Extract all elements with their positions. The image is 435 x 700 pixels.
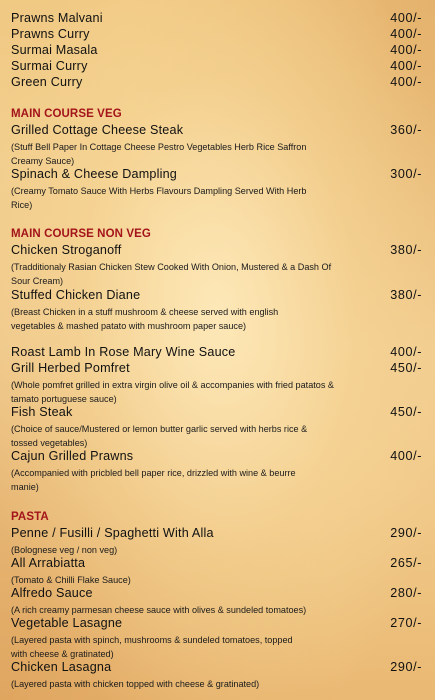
item-name: Vegetable Lasagne bbox=[11, 616, 123, 630]
item-name: All Arrabiatta bbox=[11, 556, 86, 570]
menu-item-vegetable-lasagne bbox=[11, 616, 422, 630]
item-name: Chicken Lasagna bbox=[11, 660, 112, 674]
item-price: 265/- bbox=[390, 556, 422, 570]
item-name: Prawns Malvani bbox=[11, 11, 103, 25]
item-price: 400/- bbox=[390, 11, 422, 25]
item-description: (Layered pasta with chicken topped with cheese & gratinated) bbox=[11, 679, 260, 689]
item-price: 450/- bbox=[390, 361, 422, 375]
item-price: 450/- bbox=[390, 405, 422, 419]
menu-item-all-arrabiatta bbox=[11, 556, 422, 570]
menu-item-penne-fusilli-spaghetti bbox=[11, 526, 422, 540]
item-name: Grill Herbed Pomfret bbox=[11, 361, 130, 375]
item-name: Grilled Cottage Cheese Steak bbox=[11, 123, 184, 137]
menu-item-grill-herbed-pomfret bbox=[11, 361, 422, 375]
item-price: 300/- bbox=[390, 167, 422, 181]
item-name: Cajun Grilled Prawns bbox=[11, 449, 134, 463]
menu-item-alfredo-sauce bbox=[11, 586, 422, 600]
item-price: 280/- bbox=[390, 586, 422, 600]
item-name: Green Curry bbox=[11, 75, 83, 89]
item-price: 380/- bbox=[390, 243, 422, 257]
item-description: (Tradditionaly Rasian Chicken Stew Cooked With Onion, Mustered & a Dash Of Sour Cream) bbox=[11, 262, 332, 286]
item-description: (Tomato & Chilli Flake Sauce) bbox=[11, 575, 131, 585]
item-name: Fish Steak bbox=[11, 405, 73, 419]
item-name: Roast Lamb In Rose Mary Wine Sauce bbox=[11, 345, 236, 359]
item-price: 270/- bbox=[390, 616, 422, 630]
item-price: 380/- bbox=[390, 288, 422, 302]
menu-item-chicken-stroganoff bbox=[11, 243, 422, 257]
item-name: Surmai Masala bbox=[11, 43, 98, 57]
item-description: (Layered pasta with spinch, mushrooms & sundeled tomatoes, topped with cheese & gratinated) bbox=[11, 635, 293, 659]
menu-item-chicken-lasagna bbox=[11, 660, 422, 674]
menu-item-cajun-grilled-prawns bbox=[11, 449, 422, 463]
menu-item-stuffed-chicken-diane bbox=[11, 288, 422, 302]
item-name: Penne / Fusilli / Spaghetti With Alla bbox=[11, 526, 214, 540]
item-name: Surmai Curry bbox=[11, 59, 88, 73]
item-description: (Creamy Tomato Sauce With Herbs Flavours Dampling Served With Herb Rice) bbox=[11, 186, 307, 210]
item-name: Chicken Stroganoff bbox=[11, 243, 122, 257]
item-description: (Bolognese veg / non veg) bbox=[11, 545, 118, 555]
section-heading-main-course-veg: MAIN COURSE VEG bbox=[11, 108, 122, 120]
menu-item-prawns-malvani bbox=[11, 11, 422, 25]
item-description: (Whole pomfret grilled in extra virgin olive oil & accompanies with fried patatos & tamato portuguese sauce) bbox=[11, 380, 334, 404]
item-description: (Accompanied with pricbled bell paper rice, drizzled with wine & beurre manie) bbox=[11, 468, 296, 492]
item-description: (A rich creamy parmesan cheese sauce with olives & sundeled tomatoes) bbox=[11, 605, 307, 615]
item-price: 400/- bbox=[390, 27, 422, 41]
item-price: 360/- bbox=[390, 123, 422, 137]
item-price: 290/- bbox=[390, 526, 422, 540]
item-price: 400/- bbox=[390, 449, 422, 463]
menu-item-grilled-cottage-cheese-steak bbox=[11, 123, 422, 137]
menu-item-surmai-masala bbox=[11, 43, 422, 57]
item-name: Stuffed Chicken Diane bbox=[11, 288, 141, 302]
item-name: Spinach & Cheese Dampling bbox=[11, 167, 178, 181]
item-price: 400/- bbox=[390, 75, 422, 89]
item-price: 400/- bbox=[390, 345, 422, 359]
menu-item-prawns-curry bbox=[11, 27, 422, 41]
menu-item-roast-lamb bbox=[11, 345, 422, 359]
menu-item-spinach-cheese-dampling bbox=[11, 167, 422, 181]
item-description: (Stuff Bell Paper In Cottage Cheese Pestro Vegetables Herb Rice Saffron Creamy Sauce) bbox=[11, 142, 307, 166]
item-price: 400/- bbox=[390, 43, 422, 57]
item-description: (Breast Chicken in a stuff mushroom & cheese served with english vegetables & mashed patato with mushroom paper sauce) bbox=[11, 307, 279, 331]
item-price: 400/- bbox=[390, 59, 422, 73]
section-heading-main-course-non-veg: MAIN COURSE NON VEG bbox=[11, 228, 151, 240]
item-name: Prawns Curry bbox=[11, 27, 90, 41]
item-name: Alfredo Sauce bbox=[11, 586, 93, 600]
item-description: (Choice of sauce/Mustered or lemon butter garlic served with herbs rice & tossed vegetables) bbox=[11, 424, 308, 448]
menu-item-surmai-curry bbox=[11, 59, 422, 73]
item-price: 290/- bbox=[390, 660, 422, 674]
menu-item-green-curry bbox=[11, 75, 422, 89]
menu-item-fish-steak bbox=[11, 405, 422, 419]
section-heading-pasta: PASTA bbox=[11, 511, 49, 523]
